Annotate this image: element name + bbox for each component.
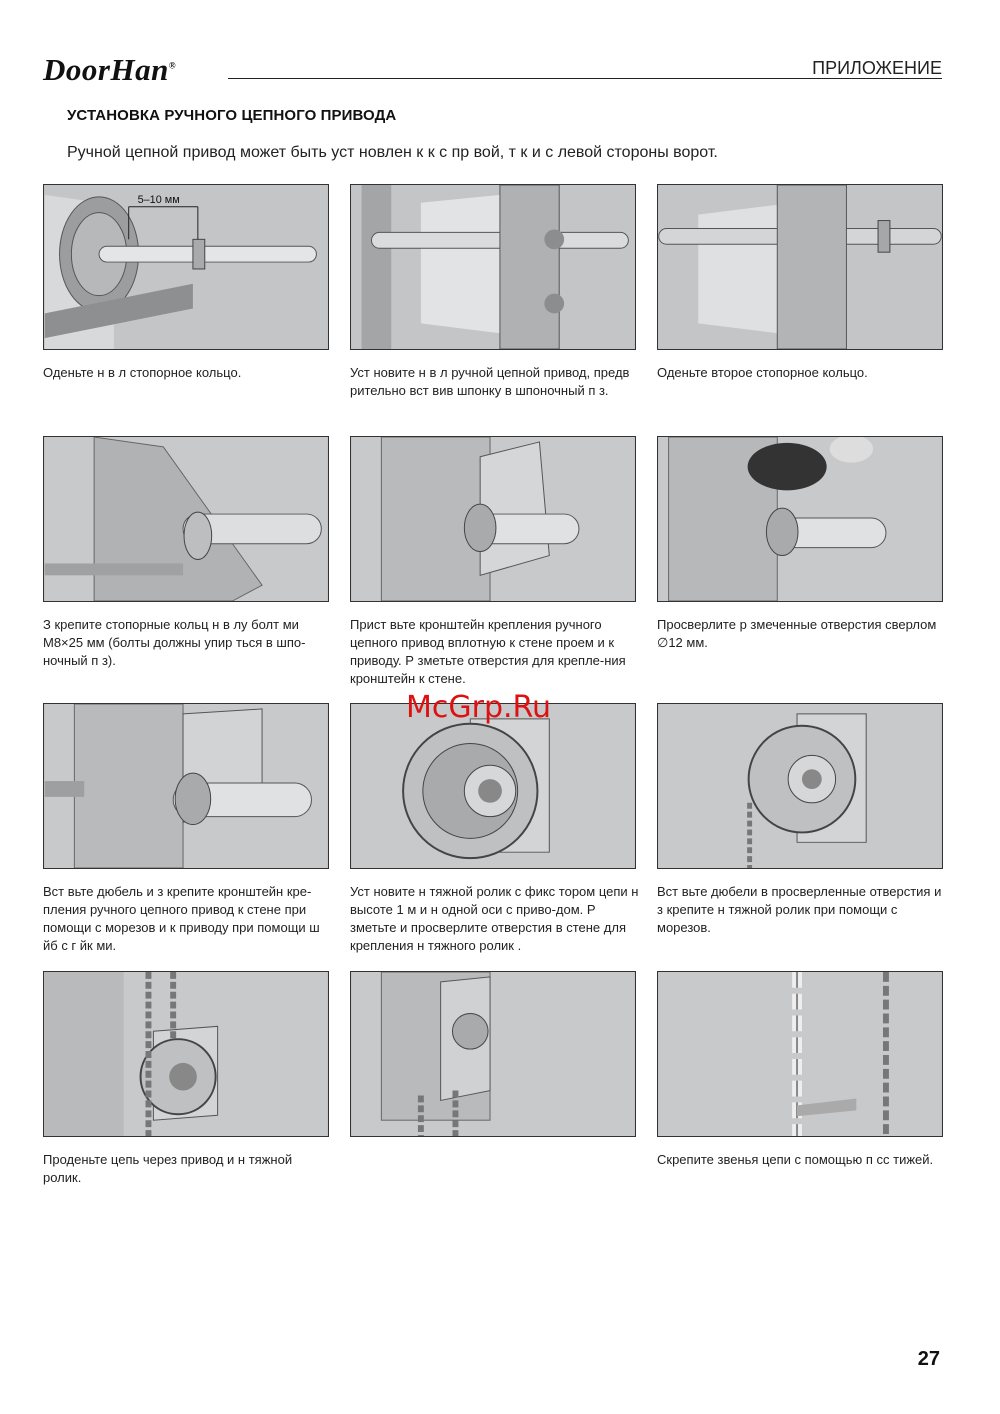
- step-10-caption: Проденьте цепь через привод и н тяжной ролик.: [43, 1152, 293, 1185]
- step-8-caption: Уст новите н тяжной ролик с фикс тором цепи н высоте 1 м и н одной оси с приво-дом. Р зметьте и просверлите отверстия в стене для крепления н тяжного ролик .: [350, 884, 639, 953]
- watermark: McGrp.Ru: [406, 690, 552, 725]
- step-4-caption: З крепите стопорные кольц н в лу болт ми М8×25 мм (болты должны упир ться в шпо-ночный п з).: [43, 617, 306, 668]
- doorhan-logo: DoorHan®: [43, 52, 177, 87]
- section-label: ПРИЛОЖЕНИЕ: [812, 58, 942, 78]
- step-3-illustration: [657, 184, 943, 350]
- step-12-illustration: [657, 971, 943, 1137]
- dimension-label: 5–10 мм: [137, 193, 180, 206]
- page-title: УСТАНОВКА РУЧНОГО ЦЕПНОГО ПРИВОДА: [67, 107, 397, 124]
- step-6-caption: Просверлите р змеченные отверстия сверлом ∅12 мм.: [657, 617, 937, 650]
- step-9-illustration: [657, 703, 943, 869]
- step-7-caption: Вст вьте дюбель и з крепите кронштейн кре-пления ручного цепного привод к стене при помощи с морезов и к приводу при помощи ш йб с г йк ми.: [43, 884, 320, 953]
- step-5-caption: Прист вьте кронштейн крепления ручного цепного привод вплотную к стене проем и к приводу. Р зметьте отверстия для крепле-ния кронштейн к стене.: [350, 617, 626, 686]
- step-12-caption: Скрепите звенья цепи с помощью п сс тижей.: [657, 1152, 934, 1167]
- step-7-illustration: [43, 703, 329, 869]
- step-6-illustration: [657, 436, 943, 602]
- step-9-caption: Вст вьте дюбели в просверленные отверстия и з крепите н тяжной ролик при помощи с морезов.: [657, 884, 942, 935]
- step-8-illustration: [350, 703, 636, 869]
- page-number: 27: [917, 1348, 940, 1370]
- step-3-caption: Оденьте второе стопорное кольцо.: [657, 365, 868, 380]
- step-2-illustration: [350, 184, 636, 350]
- step-10-illustration: [43, 971, 329, 1137]
- intro-text: Ручной цепной привод может быть уст новлен к к с пр вой, т к и с левой стороны ворот.: [67, 144, 718, 161]
- step-1-illustration: [43, 184, 329, 350]
- step-1-caption: Оденьте н в л стопорное кольцо.: [43, 365, 242, 380]
- step-4-illustration: [43, 436, 329, 602]
- step-2-caption: Уст новите н в л ручной цепной привод, предв рительно вст вив шпонку в шпоночный п з.: [350, 365, 630, 398]
- step-11-illustration: [350, 971, 636, 1137]
- step-5-illustration: [350, 436, 636, 602]
